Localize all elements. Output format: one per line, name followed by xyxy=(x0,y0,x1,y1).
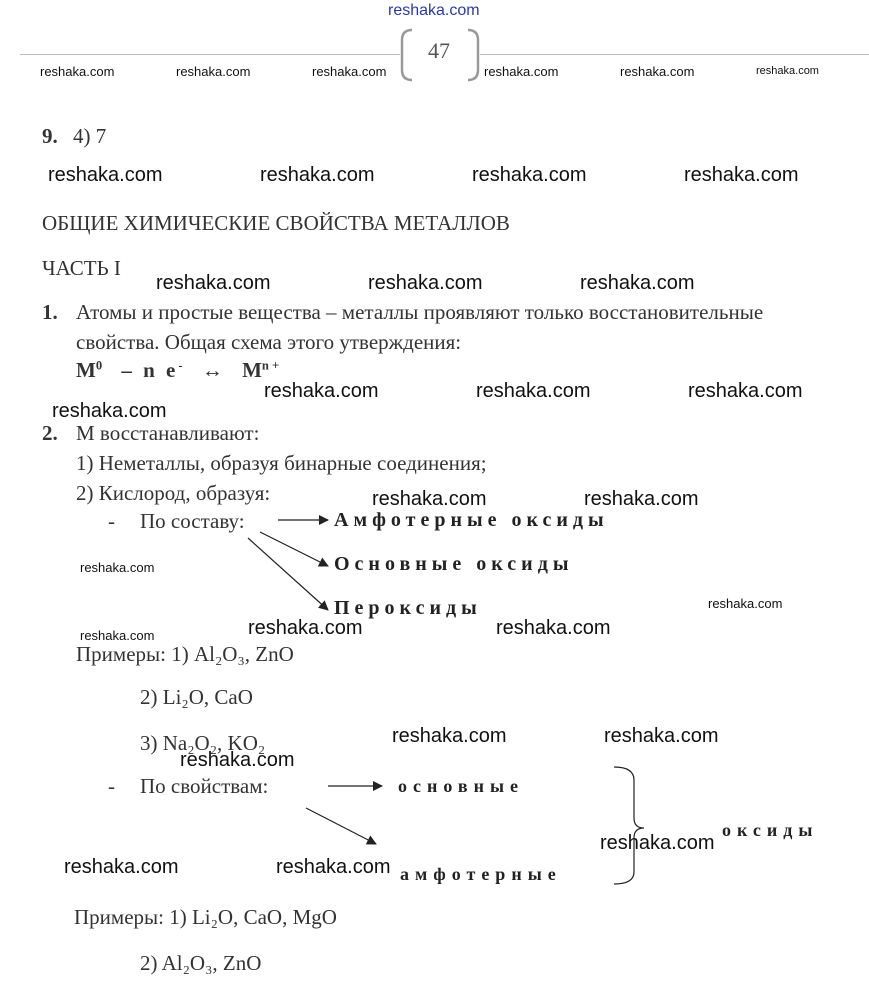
watermark: reshaka.com xyxy=(472,164,587,186)
watermark: reshaka.com xyxy=(180,749,295,771)
q2-number: 2. xyxy=(42,421,58,445)
example-3: 3) Na₂O₂, KO₂ xyxy=(140,731,266,755)
q1-line1: Атомы и простые вещества – металлы проявляют только восстановительные xyxy=(76,300,764,324)
q9-number: 9. xyxy=(42,124,58,148)
dash-properties: - xyxy=(108,774,115,798)
watermark: reshaka.com xyxy=(600,832,715,854)
arrow-to-peroxides xyxy=(248,538,328,610)
examples-label: Примеры: 1) xyxy=(76,642,194,666)
prop-basic: основные xyxy=(398,776,525,796)
q1-number: 1. xyxy=(42,300,58,324)
scheme-metal-ion: M xyxy=(242,358,262,382)
section-title: ОБЩИЕ ХИМИЧЕСКИЕ СВОЙСТВА МЕТАЛЛОВ xyxy=(42,211,510,235)
prop-oxides: оксиды xyxy=(722,820,819,840)
comp-basic: Основные оксиды xyxy=(334,553,574,575)
examples2-label: Примеры: 1) xyxy=(74,905,192,929)
watermark: reshaka.com xyxy=(260,164,375,186)
watermark: reshaka.com xyxy=(604,725,719,747)
watermark: reshaka.com xyxy=(688,380,803,402)
watermark: reshaka.com xyxy=(156,272,271,294)
scheme-zero: 0 xyxy=(95,358,103,373)
watermark: reshaka.com xyxy=(708,596,783,611)
dash-composition: - xyxy=(108,509,115,533)
watermark: reshaka.com xyxy=(52,400,167,422)
watermark: reshaka.com xyxy=(496,617,611,639)
part-title: ЧАСТЬ I xyxy=(42,256,121,280)
comp-amphoteric: Амфотерные оксиды xyxy=(334,509,609,531)
watermark: reshaka.com xyxy=(684,164,799,186)
page-number: 47 xyxy=(428,38,450,63)
header-watermark-6: reshaka.com xyxy=(756,65,819,77)
header-watermark-3: reshaka.com xyxy=(312,64,387,79)
q1-line2: свойства. Общая схема этого утверждения: xyxy=(76,330,462,354)
scheme-charge: n + xyxy=(261,358,280,373)
example2-2: 2) Al₂O₃, ZnO xyxy=(140,951,262,975)
q2-item2: 2) Кислород, образуя: xyxy=(76,481,271,505)
header-watermark-1: reshaka.com xyxy=(40,64,115,79)
watermark: reshaka.com xyxy=(584,488,699,510)
header-watermark-2: reshaka.com xyxy=(176,64,251,79)
example-2: 2) Li₂O, CaO xyxy=(140,685,253,709)
header-watermark-4: reshaka.com xyxy=(484,64,559,79)
q2-intro: M восстанавливают: xyxy=(76,421,260,445)
watermark: reshaka.com xyxy=(372,488,487,510)
watermark: reshaka.com xyxy=(80,628,155,643)
arrow-to-basic xyxy=(260,532,328,566)
watermark: reshaka.com xyxy=(248,617,363,639)
arrow-to-prop-amphoteric xyxy=(306,808,376,844)
watermark: reshaka.com xyxy=(264,380,379,402)
comp-peroxides: Пероксиды xyxy=(334,597,482,619)
scheme-minus: - xyxy=(178,358,183,373)
watermark: reshaka.com xyxy=(476,380,591,402)
q9-answer: 4) 7 xyxy=(73,124,107,148)
watermark: reshaka.com xyxy=(64,856,179,878)
watermark: reshaka.com xyxy=(580,272,695,294)
example-1: Al₂O₃, ZnO xyxy=(193,642,294,666)
watermark: reshaka.com xyxy=(276,856,391,878)
watermark: reshaka.com xyxy=(48,164,163,186)
watermark: reshaka.com xyxy=(368,272,483,294)
q2-item1: 1) Неметаллы, образуя бинарные соединения; xyxy=(76,451,487,475)
header-watermark-5: reshaka.com xyxy=(620,64,695,79)
watermark: reshaka.com xyxy=(392,725,507,747)
by-composition-label: По составу: xyxy=(140,509,245,533)
by-properties-label: По свойствам: xyxy=(140,774,269,798)
example2-1: Li₂O, CaO, MgO xyxy=(191,905,337,929)
scheme-electrons: – n e xyxy=(121,358,179,382)
prop-amphoteric: амфотерные xyxy=(400,864,562,884)
watermark: reshaka.com xyxy=(80,560,155,575)
properties-brace xyxy=(614,767,644,884)
scheme-arrow: ↔ xyxy=(201,358,223,382)
site-watermark-top: reshaka.com xyxy=(388,2,480,19)
scheme-metal: M xyxy=(76,358,96,382)
